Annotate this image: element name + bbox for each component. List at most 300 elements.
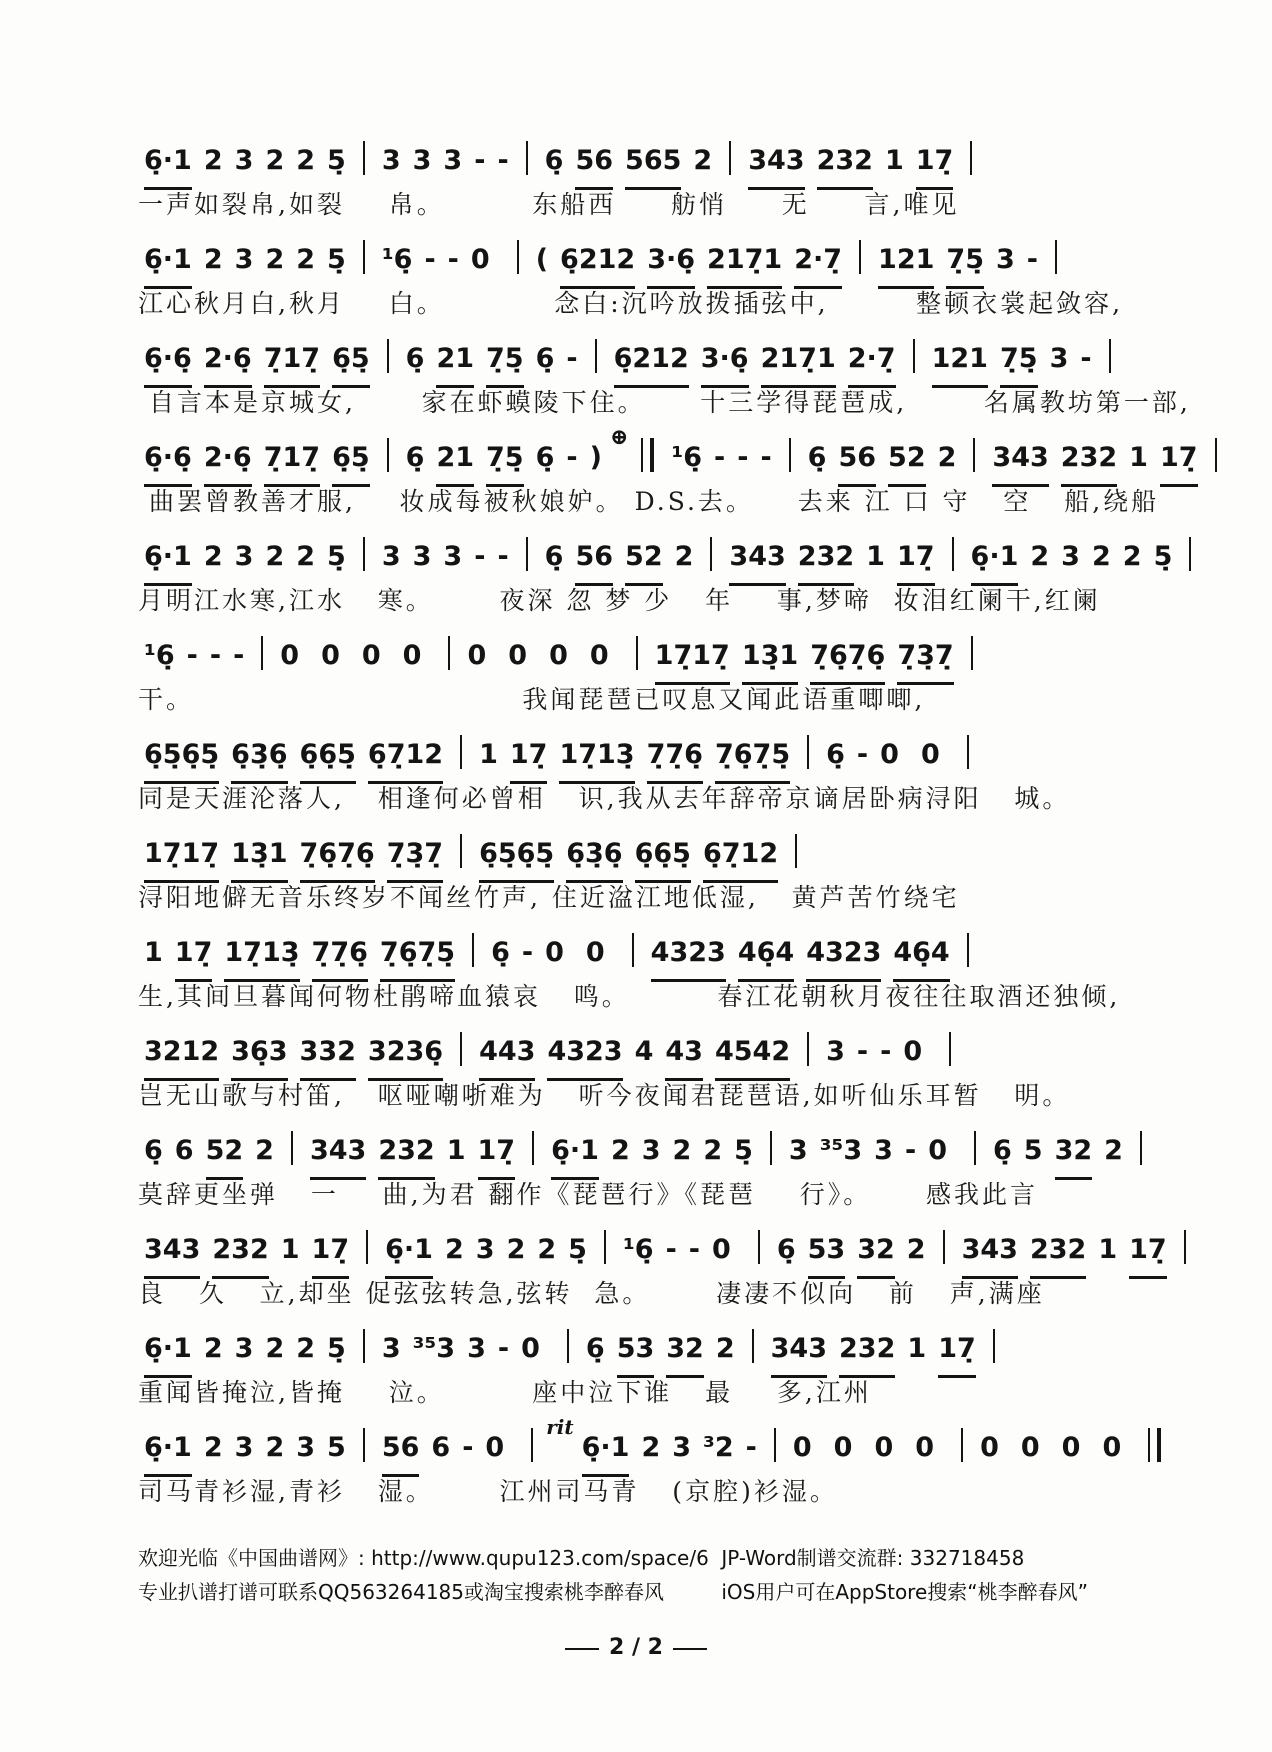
note-group: 3: [234, 244, 254, 275]
notation-line: [138, 1128, 1123, 1178]
lyrics-line: 同是天涯沦落人, 相逢何必曾相 识,我从去年辞帝京谪居卧病浔阳 城。: [138, 784, 1071, 813]
note-group: 7̣6̣7̣5̣: [380, 930, 455, 982]
notation-line: [138, 336, 1092, 386]
barline: [752, 1329, 754, 1363]
note-group: -: [880, 1036, 892, 1067]
note-group: 53: [808, 1227, 846, 1279]
note-group: 3: [381, 145, 401, 176]
note-group: 6̣5̣: [332, 435, 370, 487]
notation-line: [138, 424, 1198, 485]
note-group: -: [233, 640, 245, 671]
note-group: 5̣: [568, 1234, 587, 1265]
note-group: 6̣7̣12: [703, 831, 778, 883]
note-group: 0: [880, 739, 909, 770]
note-group: ³⁵3: [412, 1333, 456, 1364]
note-group: -: [566, 442, 578, 473]
barline: [970, 141, 972, 175]
note-group: 17̣13̣: [559, 732, 634, 784]
note-group: 3212: [144, 1029, 219, 1081]
barline: [807, 1032, 809, 1066]
note-group: 36̣3: [231, 1029, 287, 1081]
lyrics-line: 浔阳地僻无音乐终岁不闻丝竹声, 住近湓江地低湿, 黄芦苦竹绕宅: [138, 883, 960, 912]
barline: [363, 1329, 365, 1363]
note-group: 6̣·6̣: [144, 336, 192, 388]
note-group: 3: [475, 1234, 495, 1265]
note-group: 7̣3̣7̣: [897, 633, 953, 685]
note-group: 2: [641, 1432, 661, 1463]
notation-line: [138, 1227, 1167, 1277]
note-group: 6̣6̣5̣: [635, 831, 691, 883]
note-group: 217̣1: [707, 237, 782, 289]
note-group: -: [474, 541, 486, 572]
lyrics-line: 岂无山歌与村笛, 呕哑嘲哳难为 听今夜闻君琵琶语,如听仙乐耳暂 明。: [138, 1081, 1071, 1110]
note-group: 52: [625, 534, 663, 586]
note-group: 3·6̣: [701, 336, 749, 388]
barline: [795, 834, 797, 868]
note-group: 0: [589, 640, 619, 671]
barline: [363, 1428, 365, 1462]
note-group: 6: [431, 1432, 451, 1463]
note-group: 0: [521, 1333, 550, 1364]
note-group: 6̣3̣6̣: [566, 831, 622, 883]
note-group: 343: [771, 1326, 827, 1378]
note-group: 4323: [651, 930, 726, 982]
note-group: 2·7̣: [794, 237, 842, 289]
note-group: 232: [839, 1326, 895, 1378]
music-system: [138, 138, 1030, 228]
note-group: 13̣1: [742, 633, 798, 685]
note-group: -: [497, 541, 509, 572]
note-group: 7̣6̣7̣5̣: [715, 732, 790, 784]
notation-line: [138, 633, 1030, 683]
barline: [807, 735, 809, 769]
note-group: 6̣·1: [144, 1326, 192, 1378]
barline: [859, 240, 861, 274]
note-group: -: [714, 442, 726, 473]
note-group: 1: [446, 1135, 466, 1166]
note-group: 2: [672, 1135, 692, 1166]
barline: [363, 240, 365, 274]
note-group: 3: [467, 1333, 486, 1364]
note-group: 6̣: [144, 1135, 163, 1166]
note-group: -: [474, 145, 486, 176]
note-group: 6̣·1: [144, 1425, 192, 1477]
note-group: 0: [1061, 1432, 1091, 1463]
note-group: 443: [479, 1029, 535, 1081]
notation-line: [138, 1326, 1030, 1376]
note-group: 6̣: [405, 343, 425, 374]
notation-line: [138, 1415, 1132, 1475]
note-group: 7̣17̣: [264, 435, 320, 487]
note-group: -: [209, 640, 222, 671]
note-group: 2: [203, 1432, 223, 1463]
note-group: 3: [296, 1432, 316, 1463]
note-group: -: [856, 1036, 869, 1067]
barline: [971, 636, 973, 670]
barline: [949, 1032, 951, 1066]
note-group: 1: [884, 145, 904, 176]
note-group: 2: [906, 1234, 926, 1265]
note-group: 0: [470, 244, 500, 275]
note-group: 232: [212, 1227, 268, 1279]
note-group: 17̣: [1129, 1227, 1167, 1279]
music-system: [138, 1326, 1030, 1416]
note-group: -: [745, 1432, 757, 1463]
music-system: [138, 424, 1198, 525]
note-group: 5̣: [1153, 541, 1173, 572]
note-group: 17̣: [938, 1326, 976, 1378]
note-group: 0: [467, 640, 497, 671]
barline: [1140, 1131, 1142, 1165]
note-group: 343: [992, 435, 1048, 487]
note-group: 1: [1098, 1234, 1118, 1265]
note-group: 6̣·1: [144, 534, 192, 586]
note-group: 565: [625, 138, 681, 190]
note-group: 2: [1122, 541, 1142, 572]
note-group: -: [497, 1333, 510, 1364]
notation-line: [138, 1029, 1030, 1079]
note-group: -: [665, 1234, 677, 1265]
music-system: [138, 336, 1191, 426]
note-group: 0: [402, 640, 432, 671]
barline: [604, 1230, 606, 1264]
barline: [758, 1230, 760, 1264]
note-group: 2: [1030, 541, 1050, 572]
note-group: -: [447, 244, 459, 275]
lyrics-line: 月明江水寒,江水 寒。 夜深 忽 梦 少 年 事,梦啼 妆泪红阑干,红阑: [138, 586, 1101, 615]
note-group: 332: [300, 1029, 356, 1081]
note-group: -: [521, 937, 534, 968]
footer-appstore-line: iOS用户可在AppStore搜索“桃李醉春风”: [721, 1580, 1088, 1604]
parenthesis: (: [535, 244, 549, 275]
note-group: 2: [265, 145, 285, 176]
note-group: 2: [537, 1234, 557, 1265]
note-group: 6: [174, 1135, 194, 1166]
lyrics-line: 一声如裂帛,如裂 帛。 东船西 舫悄 无 言,唯见: [138, 190, 960, 219]
note-group: 217̣1: [761, 336, 836, 388]
note-group: 6̣: [585, 1333, 605, 1364]
note-group: 7̣6̣7̣6̣: [810, 633, 885, 685]
music-system: [138, 831, 1030, 921]
barline: [789, 438, 791, 472]
note-group: 1: [144, 937, 163, 968]
note-group: 3: [381, 541, 401, 572]
barline: [967, 933, 969, 967]
note-group: 2: [203, 1333, 223, 1364]
barline: [387, 438, 389, 472]
music-system: [138, 1227, 1167, 1317]
note-group: 3: [443, 145, 463, 176]
note-group: 0: [508, 640, 538, 671]
barline: [913, 339, 915, 373]
note-group: ³2: [703, 1432, 734, 1463]
note-group: -: [737, 442, 749, 473]
barline: [636, 636, 638, 670]
note-group: 1: [866, 541, 885, 572]
note-group: 343: [962, 1227, 1018, 1279]
note-group: 13̣1: [231, 831, 287, 883]
note-group: -: [462, 1432, 474, 1463]
note-group: 2: [265, 1432, 285, 1463]
note-group: 2: [610, 1135, 630, 1166]
note-group: 4: [634, 1036, 654, 1067]
music-system: [138, 732, 1071, 822]
note-group: 2: [674, 541, 694, 572]
barline: [366, 1230, 368, 1264]
music-system: [138, 534, 1173, 624]
note-group: 6̣: [535, 343, 555, 374]
barline: [729, 141, 731, 175]
note-group: 0: [920, 739, 950, 770]
note-group: 2: [506, 1234, 526, 1265]
note-group: 4542: [715, 1029, 790, 1081]
note-group: 0: [792, 1432, 822, 1463]
barline: [448, 636, 450, 670]
note-group: 3: [443, 541, 463, 572]
barline: [532, 1131, 534, 1165]
note-group: 6̣6̣5̣: [300, 732, 356, 784]
note-group: 46̣4: [738, 930, 794, 982]
parenthesis: ): [589, 442, 602, 473]
barline: [363, 537, 365, 571]
note-group: 2: [296, 1333, 316, 1364]
note-group: 32: [857, 1227, 895, 1279]
note-group: 7̣5̣: [486, 336, 524, 388]
note-group: -: [424, 244, 436, 275]
note-group: 0: [874, 1432, 904, 1463]
note-group: 17̣: [1160, 435, 1198, 487]
note-group: 0: [321, 640, 350, 671]
note-group: 4323: [806, 930, 881, 982]
note-group: 3: [1049, 343, 1069, 374]
note-group: 3: [641, 1135, 661, 1166]
note-group: 6̣212: [614, 336, 689, 388]
note-group: 232: [798, 534, 854, 586]
note-group: 1: [280, 1234, 300, 1265]
music-system: [138, 1029, 1071, 1119]
note-group: 3236̣: [368, 1029, 443, 1081]
barline: [1184, 1230, 1186, 1264]
barline: [472, 933, 474, 967]
note-group: 4323: [547, 1029, 622, 1081]
note-group: 3: [826, 1036, 845, 1067]
note-group: 6̣5̣6̣5̣: [144, 732, 219, 784]
footer-qq-group-line: JP-Word制谱交流群: 332718458: [721, 1546, 1025, 1570]
barline: [291, 1131, 293, 1165]
note-group: 2: [693, 145, 713, 176]
note-group: 5̣: [327, 145, 346, 176]
page-number-dash-left: [565, 1648, 599, 1650]
barline: [774, 1428, 776, 1462]
lyrics-line: 司马青衫湿,青衫 湿。 江州司马青 (京腔)衫湿。: [138, 1477, 838, 1506]
note-group: 7̣5̣: [1000, 336, 1038, 388]
music-system: [138, 633, 1030, 723]
note-group: 2: [937, 442, 957, 473]
note-group: 17̣17̣: [655, 633, 730, 685]
note-group: 46̣4: [893, 930, 949, 982]
notation-line: [138, 138, 1030, 188]
barline: [632, 933, 634, 967]
note-group: 0: [549, 640, 578, 671]
note-group: 6̣3̣6̣: [231, 732, 287, 784]
note-group: 7̣7̣6̣: [647, 732, 703, 784]
page-number: [0, 1635, 1272, 1660]
note-group: 7̣3̣7̣: [387, 831, 443, 883]
note-group: -: [186, 640, 198, 671]
barline: [1189, 537, 1191, 571]
note-group: 0: [1102, 1432, 1132, 1463]
note-group: 2: [296, 244, 316, 275]
note-group: ¹6̣: [381, 244, 413, 275]
note-group: -: [856, 739, 869, 770]
double-barline: [641, 438, 654, 472]
music-system: [138, 1415, 1132, 1515]
note-group: 2·6̣: [204, 336, 252, 388]
note-group: 17̣: [312, 1227, 350, 1279]
lyrics-line: 生,其间旦暮闻何物杜鹃啼血猿哀 鸣。 春江花朝秋月夜往往取酒还独倾,: [138, 982, 1121, 1011]
note-group: 0: [485, 1432, 515, 1463]
note-group: 7̣6̣7̣6̣: [300, 831, 375, 883]
note-group: 6̣: [544, 145, 564, 176]
note-group: 3: [788, 1135, 808, 1166]
note-group: 6̣: [992, 1135, 1012, 1166]
note-group: 3: [234, 145, 254, 176]
note-group: 56: [575, 138, 613, 190]
score-body: [138, 138, 1198, 1515]
notation-line: [138, 534, 1173, 584]
note-group: 343: [310, 1128, 366, 1180]
note-group: 56: [838, 435, 876, 487]
barline: [770, 1131, 772, 1165]
note-group: 6̣: [544, 541, 564, 572]
note-group: 2: [296, 541, 316, 572]
note-group: 343: [748, 138, 804, 190]
note-group: 0: [361, 640, 391, 671]
barline: [261, 636, 263, 670]
note-group: -: [760, 442, 772, 473]
note-group: 7̣17̣: [264, 336, 320, 388]
note-group: 0: [280, 640, 310, 671]
note-group: 1: [907, 1333, 927, 1364]
note-group: 2: [1091, 541, 1111, 572]
page-number-label: 2 / 2: [609, 1635, 663, 1660]
music-system: [138, 1128, 1123, 1218]
note-group: 6̣·1: [551, 1128, 599, 1180]
barline: [943, 1230, 945, 1264]
barline: [517, 240, 519, 274]
note-group: 2: [265, 1333, 285, 1364]
note-group: 0: [980, 1432, 1009, 1463]
page-number-dash-right: [673, 1648, 707, 1650]
lyrics-line: 自言本是京城女, 家在虾蟆陵下住。 十三学得琵琶成, 名属教坊第一部,: [138, 388, 1191, 417]
note-group: 3: [412, 541, 432, 572]
note-group: 6̣5̣6̣5̣: [479, 831, 554, 883]
note-group: 3: [234, 1432, 254, 1463]
barline: [1109, 339, 1111, 373]
note-group: 2: [265, 541, 285, 572]
coda-icon: ⊕: [609, 424, 629, 450]
note-group: 52: [888, 435, 926, 487]
lyrics-line: 江心秋月白,秋月 白。 念白:沉吟放拨插弦中, 整顿衣裳起敛容,: [138, 289, 1124, 318]
note-group: 6̣: [776, 1234, 796, 1265]
note-group: 2: [203, 145, 223, 176]
note-group: -: [1026, 244, 1038, 275]
barline: [531, 1428, 533, 1462]
note-group: 3: [412, 145, 432, 176]
notation-line: [138, 831, 1030, 881]
note-group: 3: [995, 244, 1015, 275]
barline: [526, 537, 528, 571]
note-group: 43: [665, 1029, 703, 1081]
note-group: 5̣: [327, 541, 346, 572]
note-group: 3: [874, 1135, 893, 1166]
lyrics-line: 莫辞更坐弹 一 曲,为君 翻作《琵琶行》《琵琶 行》。 感我此言: [138, 1180, 1039, 1209]
note-group: 0: [712, 1234, 741, 1265]
footer-contact-line: 专业扒谱打谱可联系QQ563264185或淘宝搜索桃李醉春风: [138, 1580, 665, 1604]
barline: [952, 537, 954, 571]
note-group: 21: [436, 435, 474, 487]
note-group: ¹6̣: [144, 640, 175, 671]
double-barline: [1148, 1428, 1161, 1462]
note-group: 56: [382, 1425, 420, 1477]
note-group: 2: [203, 541, 223, 572]
footer-left: [138, 1541, 709, 1609]
note-group: 32: [666, 1326, 704, 1378]
note-group: 1: [1129, 442, 1148, 473]
barline: [526, 141, 528, 175]
lyrics-line: 良 久 立,却坐 促弦弦转急,弦转 急。 凄凄不似向 前 声,满座: [138, 1279, 1045, 1308]
note-group: 0: [585, 937, 615, 968]
barline: [973, 438, 975, 472]
notation-line: [138, 237, 1038, 287]
note-group: 6̣: [491, 937, 510, 968]
note-group: 1: [479, 739, 498, 770]
barline: [460, 735, 462, 769]
barline: [967, 735, 969, 769]
note-group: 343: [144, 1227, 200, 1279]
note-group: ³⁵3: [819, 1135, 863, 1166]
note-group: 2: [1104, 1135, 1123, 1166]
note-group: 17̣13̣: [224, 930, 299, 982]
note-group: 0: [903, 1036, 933, 1067]
note-group: 5̣: [734, 1135, 753, 1166]
barline: [1215, 438, 1217, 472]
note-group: 21: [436, 336, 474, 388]
note-group: 2·6̣: [204, 435, 252, 487]
notation-line: [138, 732, 1030, 782]
barline: [1055, 240, 1057, 274]
note-group: 6̣·1: [385, 1227, 433, 1279]
note-group: 6̣·1: [144, 237, 192, 289]
barline: [961, 1428, 963, 1462]
note-group: 6̣: [826, 739, 845, 770]
note-group: 0: [833, 1432, 863, 1463]
barline: [595, 339, 597, 373]
note-group: 7̣5̣: [946, 237, 984, 289]
footer: [138, 1541, 1088, 1609]
barline: [993, 1329, 995, 1363]
note-group: 17̣: [897, 534, 935, 586]
barline: [363, 141, 365, 175]
note-group: 232: [1061, 435, 1117, 487]
note-group: 6̣212: [560, 237, 635, 289]
note-group: 3·6̣: [647, 237, 695, 289]
note-group: 0: [545, 937, 574, 968]
barline: [974, 1131, 976, 1165]
note-group: 32: [1055, 1128, 1093, 1180]
note-group: 121: [878, 237, 934, 289]
note-group: -: [688, 1234, 701, 1265]
